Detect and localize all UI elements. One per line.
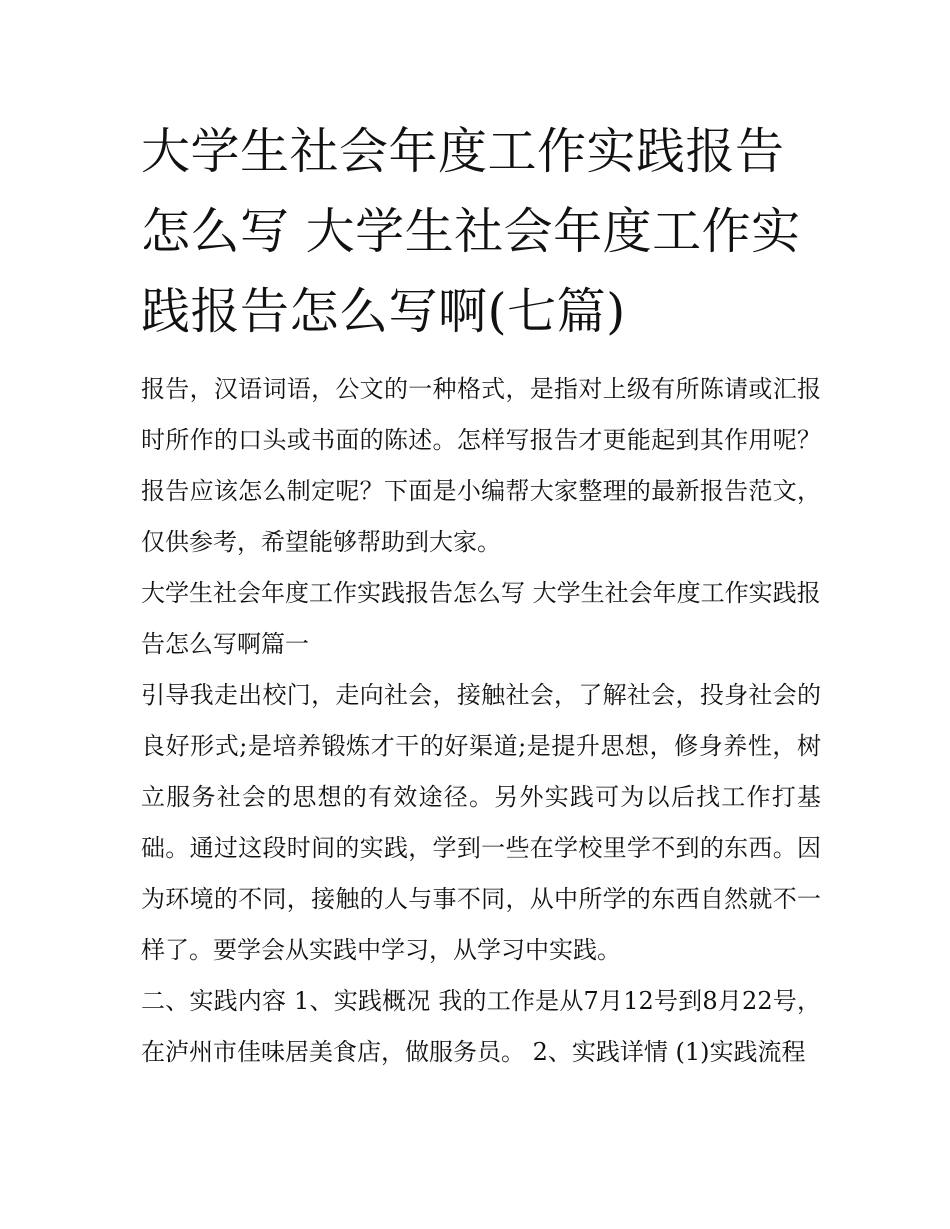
document-page <box>141 112 821 1078</box>
intro-paragraph: 报告，汉语词语，公文的一种格式，是指对上级有所陈请或汇报时所作的口头或书面的陈述。怎样写报告才更能起到其作用呢？报告应该怎么制定呢？下面是小编帮大家整理的最新报告范文，仅供参考，希望能够帮助到大家。 <box>141 375 821 556</box>
section-heading: 大学生社会年度工作实践报告怎么写 大学生社会年度工作实践报告怎么写啊篇一 <box>141 579 821 658</box>
body-paragraph-1: 引导我走出校门，走向社会，接触社会，了解社会，投身社会的良好形式;是培养锻炼才干的好渠道;是提升思想，修身养性，树立服务社会的思想的有效途径。另外实践可为以后找工作打基础。通过这段时间的实践，学到一些在学校里学不到的东西。因为环境的不同，接触的人与事不同，从中所学的东西自然就不一样了。要学会从实践中学习，从学习中实践。 <box>141 681 821 964</box>
document-title: 大学生社会年度工作实践报告怎么写 大学生社会年度工作实践报告怎么写啊(七篇) <box>141 123 801 340</box>
body-paragraph-2: 二、实践内容 1、实践概况 我的工作是从7月12号到8月22号，在泸州市佳味居美食店，做服务员。 2、实践详情 (1)实践流程 <box>141 987 821 1066</box>
